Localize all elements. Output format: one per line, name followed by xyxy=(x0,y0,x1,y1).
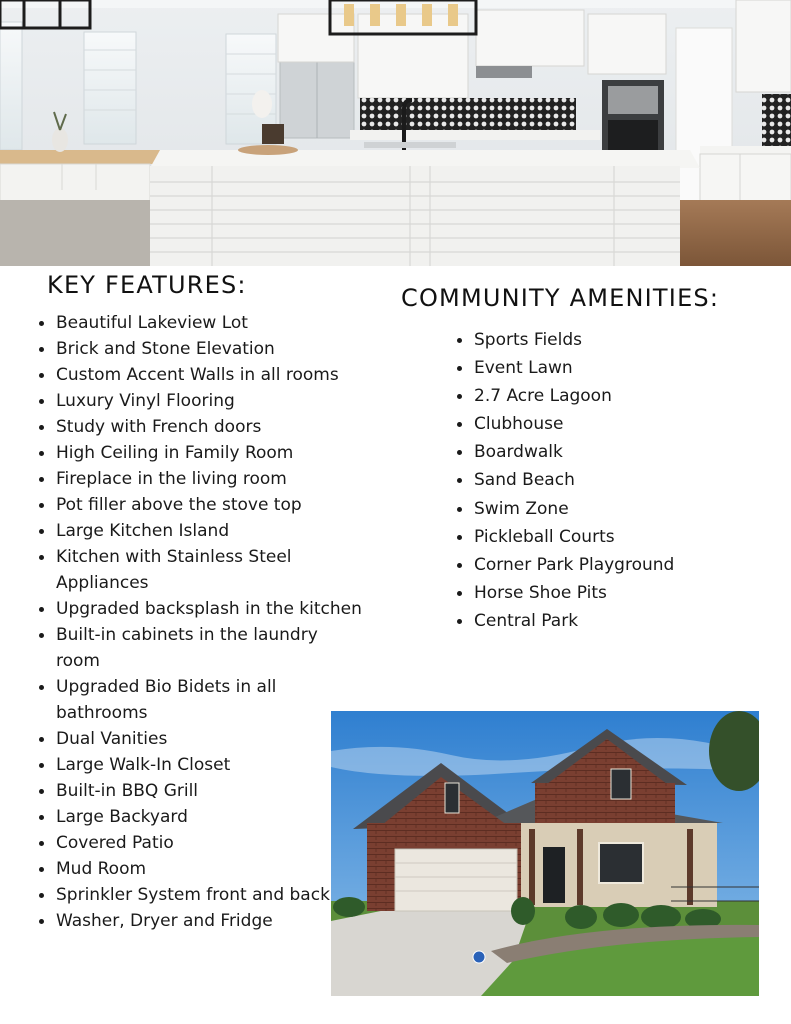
list-item: Built-in BBQ Grill xyxy=(36,778,366,804)
list-item: Pot filler above the stove top xyxy=(36,492,366,518)
list-item: Boardwalk xyxy=(454,438,774,466)
list-item: Fireplace in the living room xyxy=(36,466,366,492)
list-item: Upgraded Bio Bidets in all bathrooms xyxy=(36,674,366,726)
list-item: Covered Patio xyxy=(36,830,366,856)
list-item: Sprinkler System front and back xyxy=(36,882,366,908)
list-item: High Ceiling in Family Room xyxy=(36,440,366,466)
list-item: Dual Vanities xyxy=(36,726,366,752)
list-item: Horse Shoe Pits xyxy=(454,579,774,607)
list-item: Mud Room xyxy=(36,856,366,882)
list-item: Brick and Stone Elevation xyxy=(36,336,366,362)
list-item: Built-in cabinets in the laundry room xyxy=(36,622,366,674)
list-item: Sand Beach xyxy=(454,466,774,494)
list-item: Large Walk-In Closet xyxy=(36,752,366,778)
list-item: Kitchen with Stainless Steel Appliances xyxy=(36,544,366,596)
list-item: Luxury Vinyl Flooring xyxy=(36,388,366,414)
list-item: Clubhouse xyxy=(454,410,774,438)
list-item: Large Kitchen Island xyxy=(36,518,366,544)
key-features-list xyxy=(36,310,366,934)
list-item: Beautiful Lakeview Lot xyxy=(36,310,366,336)
kitchen-photo xyxy=(0,0,791,266)
list-item: Central Park xyxy=(454,607,774,635)
list-item: Swim Zone xyxy=(454,495,774,523)
list-item: Washer, Dryer and Fridge xyxy=(36,908,366,934)
house-exterior-photo xyxy=(331,711,759,996)
list-item: 2.7 Acre Lagoon xyxy=(454,382,774,410)
list-item: Sports Fields xyxy=(454,326,774,354)
list-item: Study with French doors xyxy=(36,414,366,440)
list-item: Large Backyard xyxy=(36,804,366,830)
list-item: Pickleball Courts xyxy=(454,523,774,551)
key-features-heading: KEY FEATURES: xyxy=(47,271,247,299)
list-item: Event Lawn xyxy=(454,354,774,382)
list-item: Corner Park Playground xyxy=(454,551,774,579)
list-item: Upgraded backsplash in the kitchen xyxy=(36,596,366,622)
community-amenities-heading: COMMUNITY AMENITIES: xyxy=(401,284,720,312)
list-item: Custom Accent Walls in all rooms xyxy=(36,362,366,388)
community-amenities-list xyxy=(454,326,774,635)
